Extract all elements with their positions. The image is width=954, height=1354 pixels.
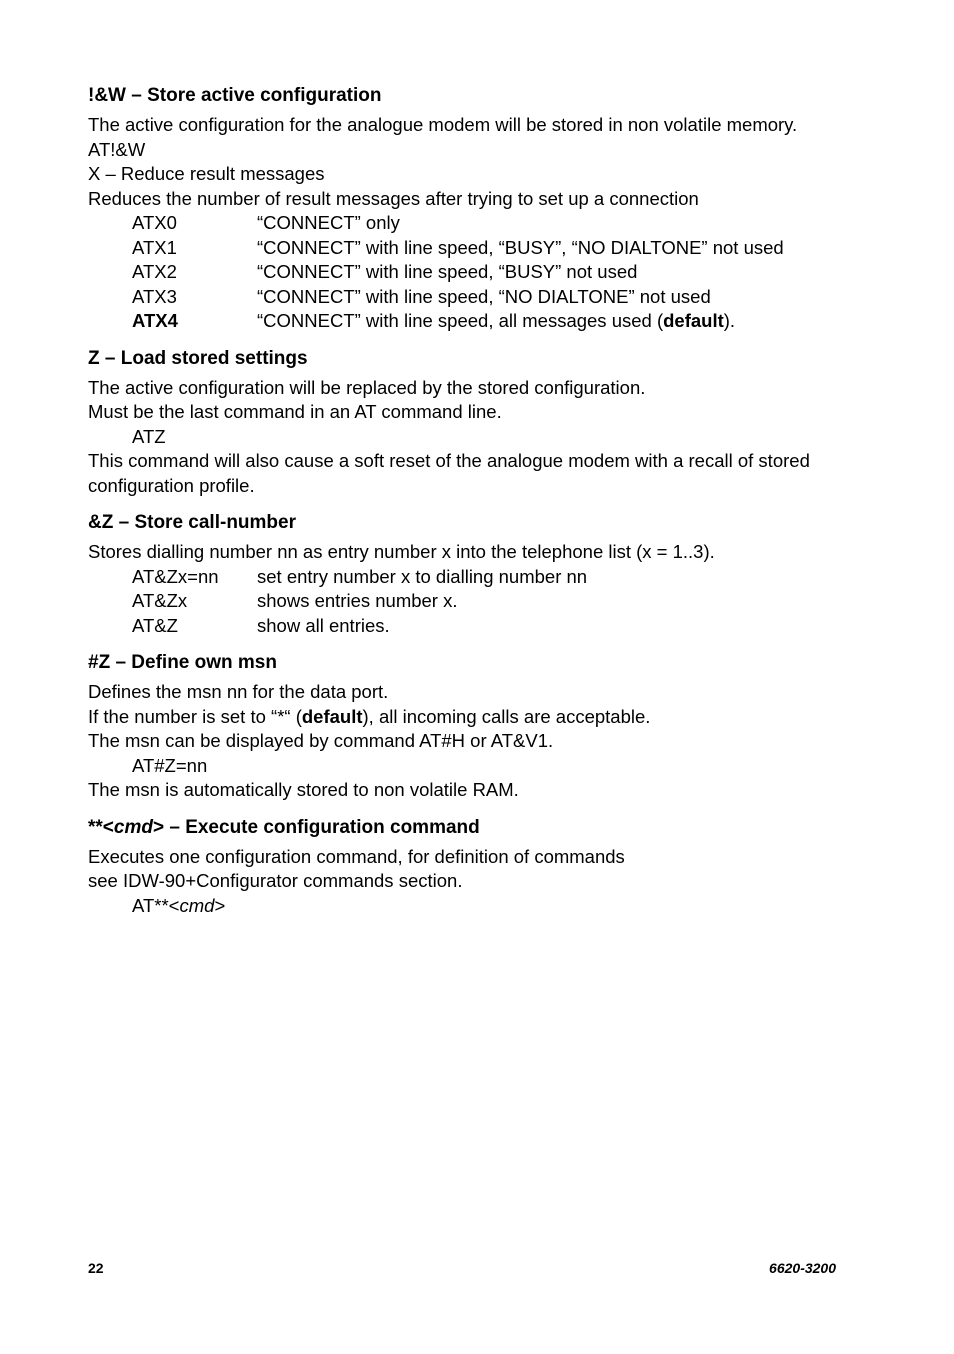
description-cell: “CONNECT” with line speed, “BUSY”, “NO DIALTONE” not used <box>257 236 784 258</box>
description-cell: set entry number x to dialling number nn <box>257 565 588 587</box>
command-cell: AT&Zx=nn <box>132 565 219 587</box>
command-text: AT!&W <box>88 138 146 160</box>
paragraph: The msn can be displayed by command AT#H or AT&V1. <box>88 730 554 751</box>
paragraph <box>88 705 848 730</box>
description-cell: shows entries number x. <box>257 590 458 611</box>
paragraph: Stores dialling number nn as entry number x into the telephone list (x = 1..3). <box>88 541 715 562</box>
cmd-italic: cmd <box>179 894 215 916</box>
command-table <box>88 211 848 334</box>
command-text: ATZ <box>132 425 166 447</box>
heading-text: > – Execute configuration command <box>152 816 480 838</box>
command-cell: ATX1 <box>132 236 177 258</box>
paragraph: Must be the last command in an AT command line. <box>88 401 502 422</box>
description-cell: “CONNECT” only <box>257 212 400 233</box>
command-table <box>88 565 848 639</box>
section-heading: Z – Load stored settings <box>88 347 308 369</box>
section-store-call-number <box>88 511 848 638</box>
paragraph: see IDW-90+Configurator commands section. <box>88 870 463 891</box>
command-cell: ATX0 <box>132 212 177 233</box>
paragraph: This command will also cause a soft reset of the analogue modem with a recall of stored configuration profile. <box>88 450 810 496</box>
paragraph: Reduces the number of result messages after trying to set up a connection <box>88 187 699 209</box>
default-label: default <box>663 310 724 331</box>
text: ), all incoming calls are acceptable. <box>362 705 651 727</box>
subheading-text: X – Reduce result messages <box>88 163 325 184</box>
table-row <box>88 211 848 236</box>
page-number: 22 <box>88 1260 104 1276</box>
text: If the number is set to “*“ ( <box>88 705 302 727</box>
table-row <box>88 309 848 334</box>
command-cell-default <box>132 309 257 334</box>
section-heading: !&W – Store active configuration <box>88 85 382 106</box>
heading-text: **< <box>88 816 114 838</box>
default-label: default <box>301 705 363 727</box>
cmd-text: AT**< <box>132 894 180 916</box>
table-row <box>88 260 848 285</box>
document-page <box>88 84 848 931</box>
section-load-stored-settings <box>88 347 848 499</box>
document-number: 6620-3200 <box>769 1260 836 1276</box>
command-cell: AT&Zx <box>132 590 188 611</box>
cmd-text: > <box>214 894 226 916</box>
table-row <box>88 285 848 310</box>
description-cell: “CONNECT” with line speed, “BUSY” not used <box>257 261 638 282</box>
table-row <box>88 565 848 590</box>
section-define-own-msn <box>88 651 848 803</box>
description-cell: “CONNECT” with line speed, “NO DIALTONE” not used <box>257 285 711 307</box>
paragraph: The active configuration for the analogue modem will be stored in non volatile memory. <box>88 114 798 135</box>
section-heading <box>88 816 848 840</box>
paragraph: The msn is automatically stored to non volatile RAM. <box>88 779 519 800</box>
bold-command: ATX4 <box>132 310 178 331</box>
paragraph: Defines the msn nn for the data port. <box>88 681 389 702</box>
section-execute-config-command <box>88 816 848 919</box>
command-text: AT#Z=nn <box>132 754 208 776</box>
table-row <box>88 614 848 639</box>
desc-text: ). <box>723 310 736 331</box>
section-store-active-config <box>88 84 848 334</box>
command-cell: ATX3 <box>132 285 177 307</box>
paragraph: The active configuration will be replaced by the stored configuration. <box>88 376 646 398</box>
desc-text: “CONNECT” with line speed, all messages used ( <box>257 310 664 331</box>
command-cell: ATX2 <box>132 261 177 282</box>
section-heading: #Z – Define own msn <box>88 652 277 673</box>
section-heading: &Z – Store call-number <box>88 512 296 533</box>
command-text <box>88 894 848 919</box>
description-cell <box>257 309 848 334</box>
heading-italic: cmd <box>113 816 153 838</box>
command-cell: AT&Z <box>132 614 178 636</box>
table-row <box>88 589 848 614</box>
description-cell: show all entries. <box>257 614 390 636</box>
paragraph: Executes one configuration command, for definition of commands <box>88 845 625 867</box>
table-row <box>88 236 848 261</box>
